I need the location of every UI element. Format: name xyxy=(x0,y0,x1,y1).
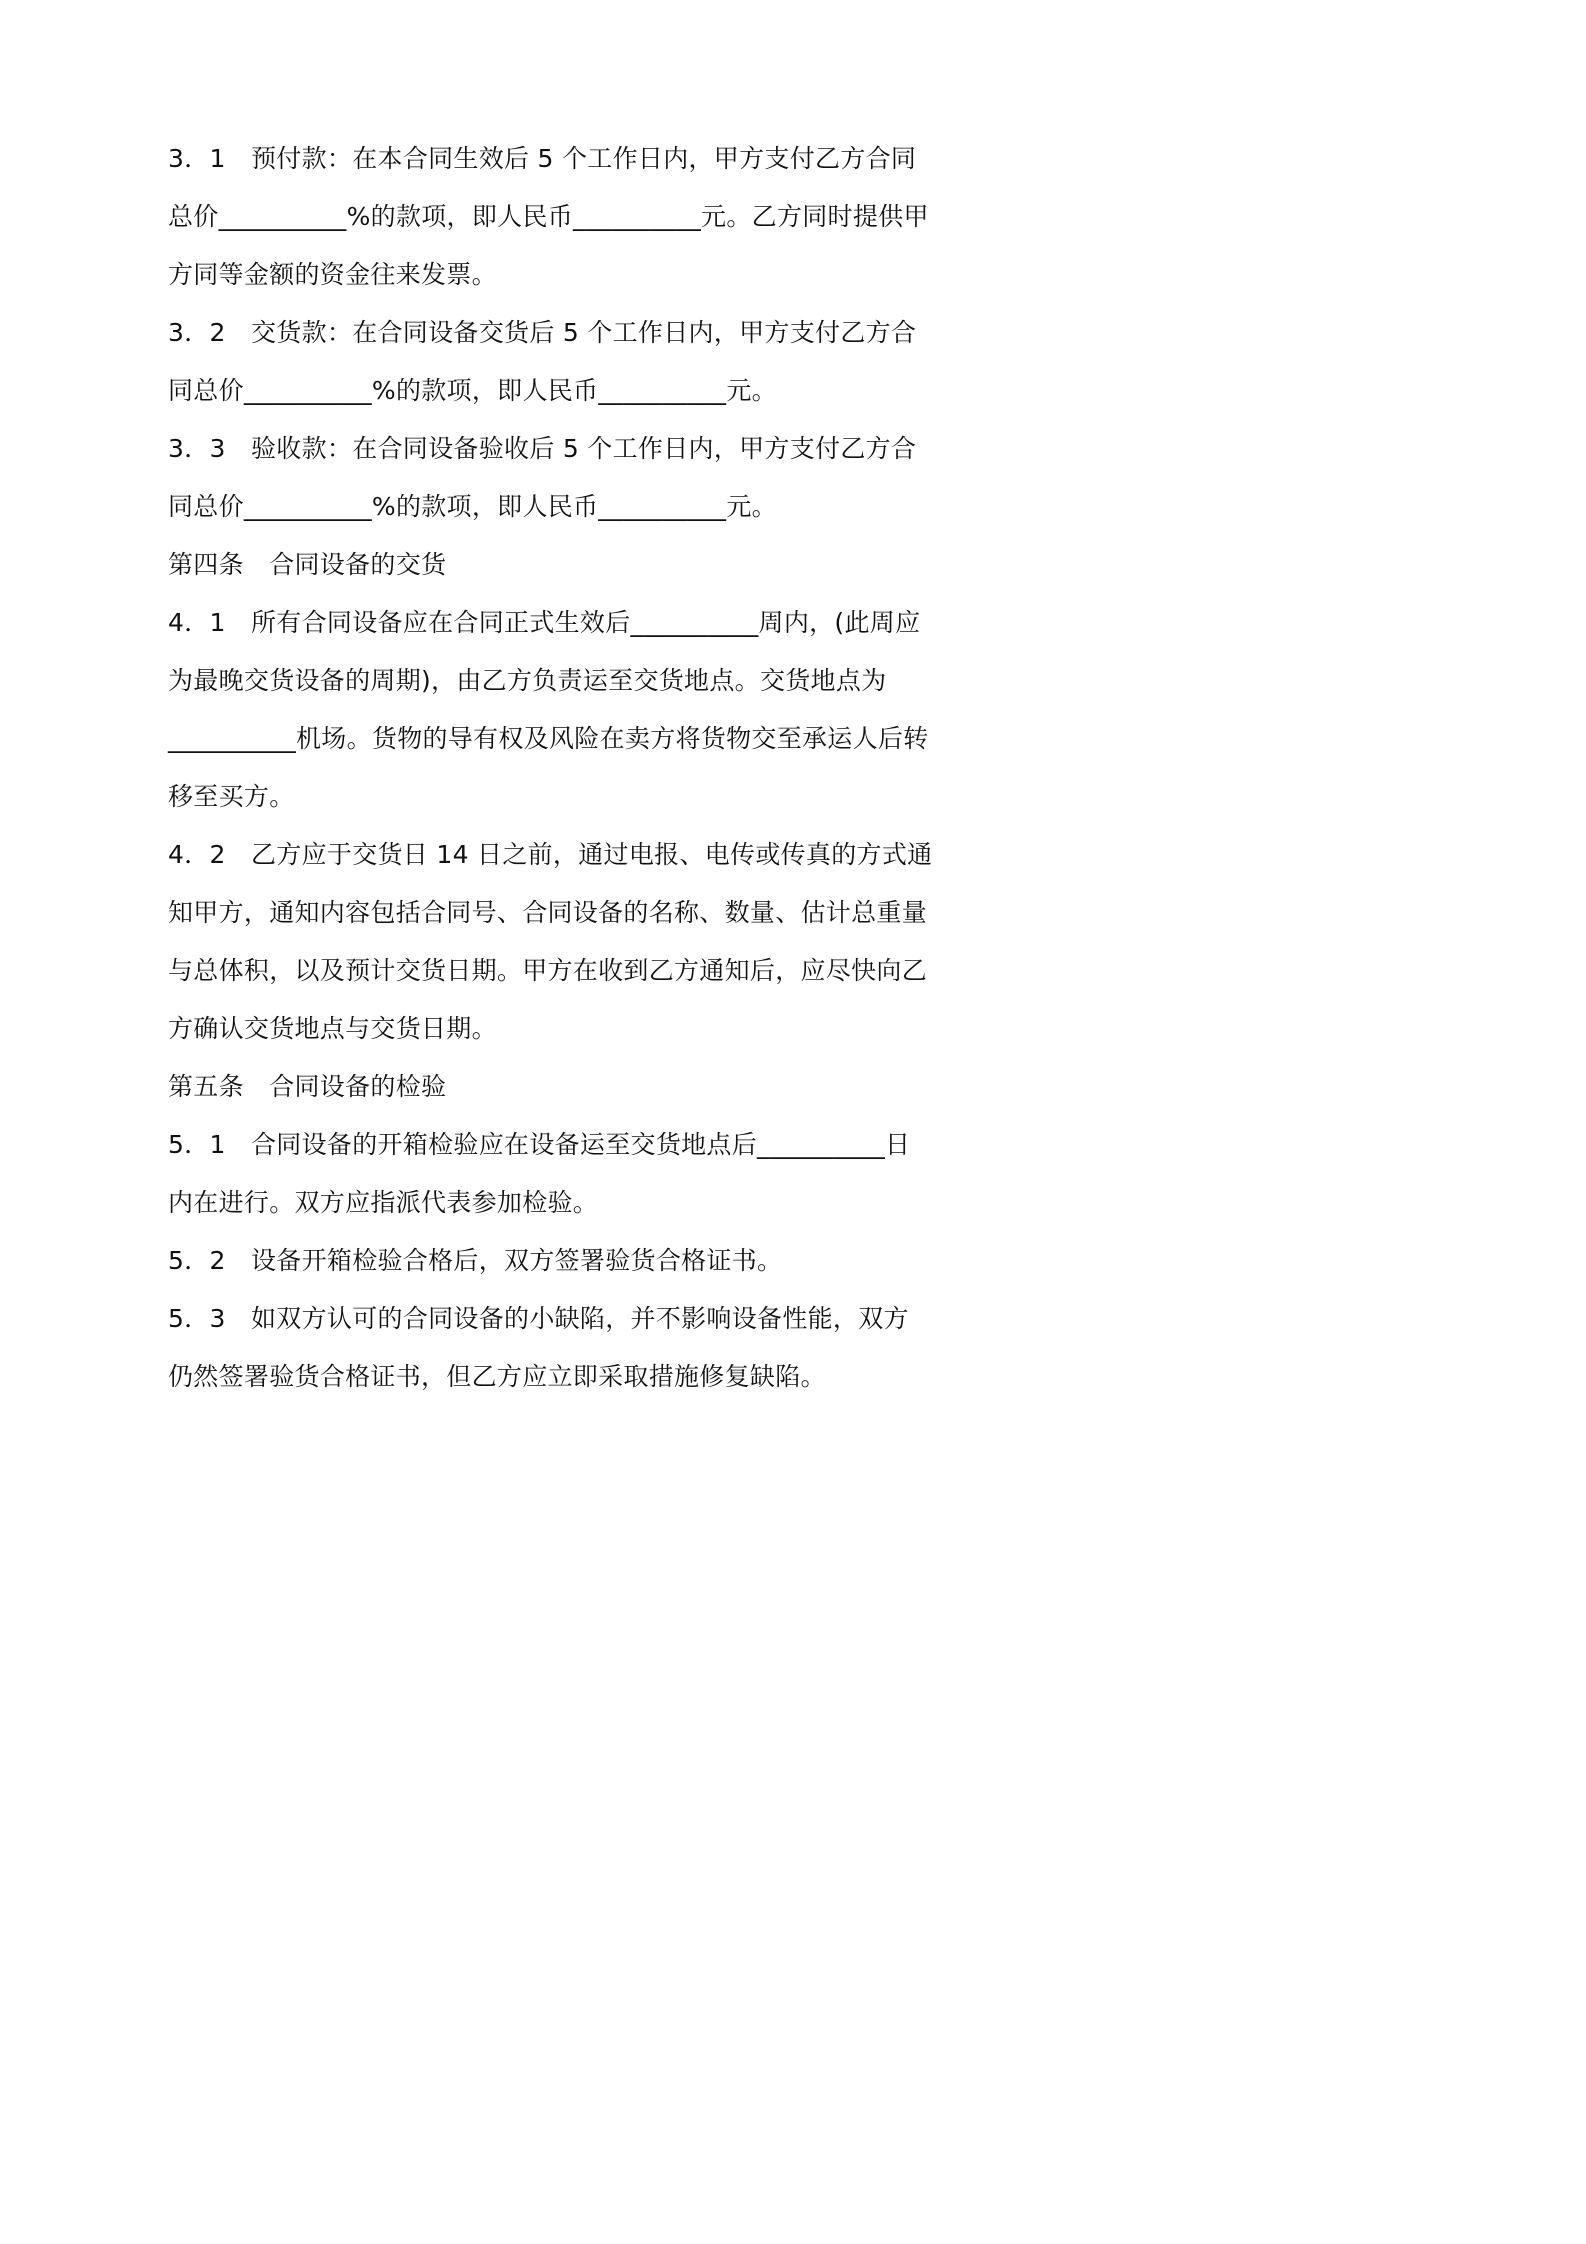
document-page xyxy=(0,0,1100,1556)
clause-5-1-line-1: 5．1 合同设备的开箱检验应在设备运至交货地点后__________日 xyxy=(168,1130,911,1159)
clause-4-1-line-3: __________机场。货物的导有权及风险在卖方将货物交至承运人后转 xyxy=(168,724,929,753)
clause-4-2-line-1: 4．2 乙方应于交货日 14 日之前，通过电报、电传或传真的方式通 xyxy=(168,840,933,869)
clause-3-2-line-1: 3．2 交货款：在合同设备交货后 5 个工作日内，甲方支付乙方合 xyxy=(168,318,917,347)
clause-4-1-line-4: 移至买方。 xyxy=(168,782,295,811)
clause-4-1-line-2: 为最晚交货设备的周期)，由乙方负责运至交货地点。交货地点为 xyxy=(168,666,887,695)
clause-4-2-line-3: 与总体积，以及预计交货日期。甲方在收到乙方通知后，应尽快向乙 xyxy=(168,956,928,985)
article-4-heading: 第四条 合同设备的交货 xyxy=(168,550,447,579)
clause-3-3-line-1: 3．3 验收款：在合同设备验收后 5 个工作日内，甲方支付乙方合 xyxy=(168,434,917,463)
clause-4-2-line-2: 知甲方，通知内容包括合同号、合同设备的名称、数量、估计总重量 xyxy=(168,898,928,927)
clause-3-1-line-1: 3．1 预付款：在本合同生效后 5 个工作日内，甲方支付乙方合同 xyxy=(168,144,917,173)
clause-3-1-line-3: 方同等金额的资金往来发票。 xyxy=(168,260,497,289)
clause-3-3-line-2: 同总价__________%的款项，即人民币__________元。 xyxy=(168,492,777,521)
clause-3-1-line-2: 总价__________%的款项，即人民币__________元。乙方同时提供甲 xyxy=(168,202,929,231)
clause-4-2-line-4: 方确认交货地点与交货日期。 xyxy=(168,1014,497,1043)
clause-5-2-line-1: 5．2 设备开箱检验合格后，双方签署验货合格证书。 xyxy=(168,1246,783,1275)
clause-3-2-line-2: 同总价__________%的款项，即人民币__________元。 xyxy=(168,376,777,405)
clause-5-3-line-1: 5．3 如双方认可的合同设备的小缺陷，并不影响设备性能，双方 xyxy=(168,1304,909,1333)
clause-5-3-line-2: 仍然签署验货合格证书，但乙方应立即采取措施修复缺陷。 xyxy=(168,1362,826,1391)
clause-5-1-line-2: 内在进行。双方应指派代表参加检验。 xyxy=(168,1188,599,1217)
article-5-heading: 第五条 合同设备的检验 xyxy=(168,1072,447,1101)
clause-4-1-line-1: 4．1 所有合同设备应在合同正式生效后__________周内，(此周应 xyxy=(168,608,921,637)
